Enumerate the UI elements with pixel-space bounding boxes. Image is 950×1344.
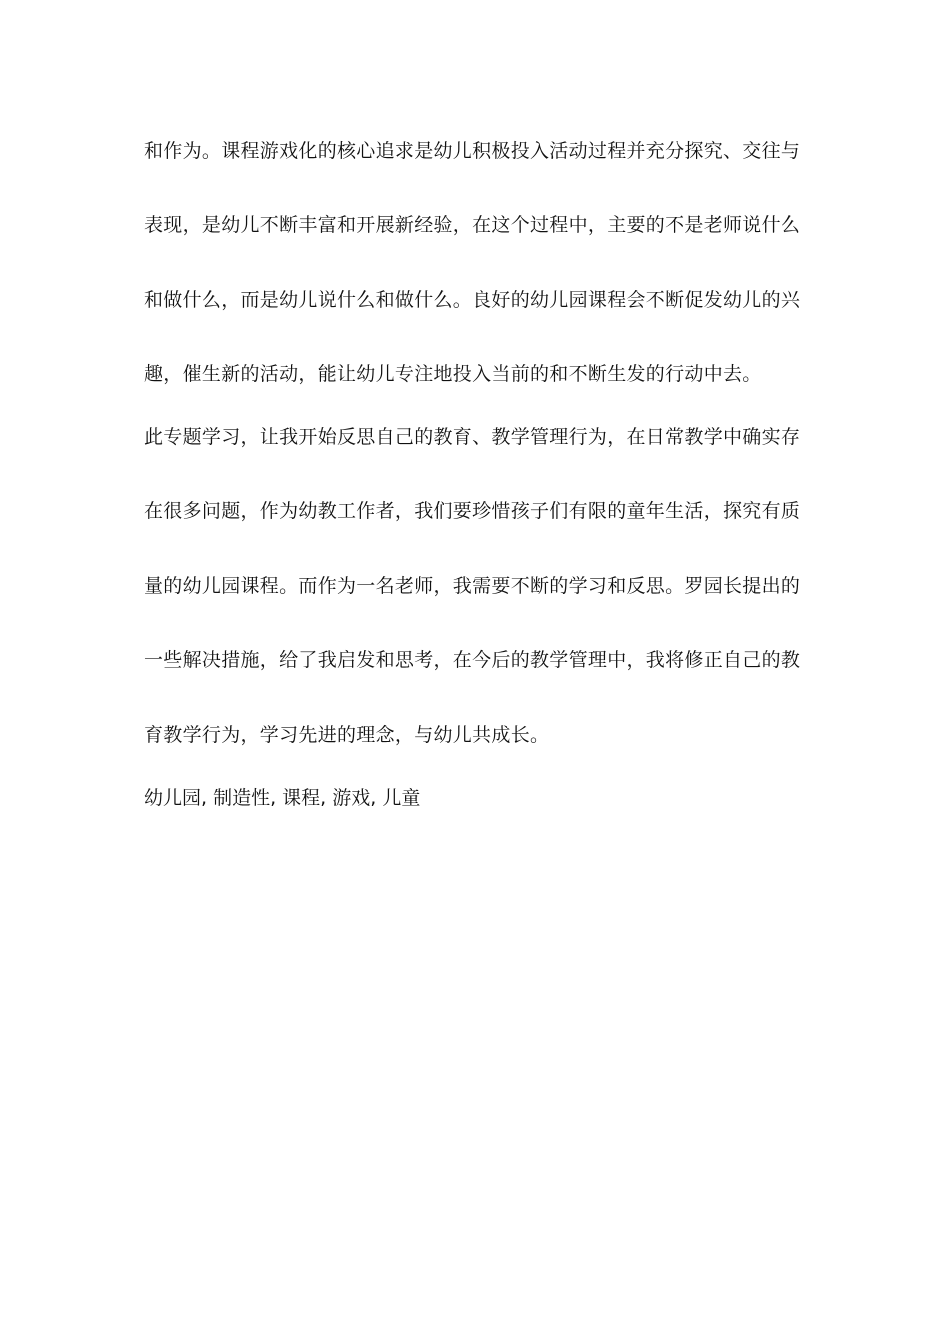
paragraph-2-line-1: 此专题学习，让我开始反思自己的教育、教学管理行为，在日常教学中确实存: [144, 426, 801, 448]
paragraph-2-line-5: 育教学行为，学习先进的理念，与幼儿共成长。: [144, 724, 550, 746]
paragraph-2-line-2: 在很多问题，作为幼教工作者，我们要珍惜孩子们有限的童年生活，探究有质: [144, 500, 801, 522]
keywords-line: 幼儿园, 制造性, 课程, 游戏, 儿童: [144, 787, 421, 809]
paragraph-1-line-4: 趣，催生新的活动，能让幼儿专注地投入当前的和不断生发的行动中去。: [144, 363, 762, 385]
paragraph-2-line-3: 量的幼儿园课程。而作为一名老师，我需要不断的学习和反思。罗园长提出的: [144, 575, 801, 597]
paragraph-1-line-1: 和作为。课程游戏化的核心追求是幼儿积极投入活动过程并充分探究、交往与: [144, 140, 801, 162]
paragraph-1-line-3: 和做什么，而是幼儿说什么和做什么。良好的幼儿园课程会不断促发幼儿的兴: [144, 289, 801, 311]
paragraph-1-line-2: 表现，是幼儿不断丰富和开展新经验，在这个过程中，主要的不是老师说什么: [144, 214, 801, 236]
paragraph-2-line-4: 一些解决措施，给了我启发和思考，在今后的教学管理中，我将修正自己的教: [144, 649, 801, 671]
